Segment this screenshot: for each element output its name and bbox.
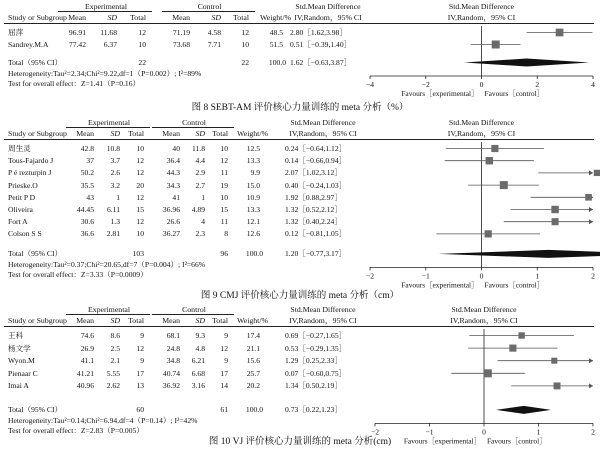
control-sd: 2.7 <box>195 180 205 190</box>
ci-value: 1.92［0.88,2.97］ <box>285 192 342 202</box>
total-weight: 100.0 <box>245 249 263 259</box>
weight-value: 10.9 <box>246 192 260 202</box>
x-tick-label: 2 <box>591 427 595 437</box>
ci-value: 2.07［1.02,3.12］ <box>285 168 342 178</box>
control-total: 10 <box>241 40 249 49</box>
experimental-mean: 36.6 <box>80 229 94 239</box>
control-total: 9 <box>224 356 228 366</box>
total-ci: 0.73［0.22,1.23］ <box>285 405 342 415</box>
control-group-header: Control <box>182 118 206 127</box>
overall-effect-text: Test for overall effect：Z=3.33（P=0.0009） <box>8 270 148 280</box>
experimental-total: 12 <box>136 343 144 353</box>
study-column-header: Study or Subgroup <box>8 13 67 22</box>
experimental-sd: 1.3 <box>110 217 120 227</box>
favours-control-label: Favours［control］ <box>484 89 545 98</box>
control-sd-header: SD <box>195 129 205 138</box>
experimental-total-header: Total <box>128 316 144 325</box>
ci-value: 0.14［−0.66,0.94］ <box>285 156 347 166</box>
study-name: 周生灵 <box>8 144 31 153</box>
total-weight: 100.0 <box>245 405 263 415</box>
weight-value: 15.6 <box>246 356 260 366</box>
smd-header: Std.Mean Difference <box>295 2 361 11</box>
control-mean: 36.27 <box>162 229 180 239</box>
pooled-diamond <box>496 406 551 414</box>
weight-value: 12.6 <box>246 229 260 239</box>
control-sd: 4.8 <box>195 343 205 353</box>
control-total-header: Total <box>233 13 249 22</box>
smd-plot-header: Std.Mean Difference <box>451 305 517 314</box>
study-name: 王科 <box>8 331 24 340</box>
total-control-n: 22 <box>241 58 249 67</box>
study-name: Tous-Fajardo J <box>8 156 54 166</box>
control-total: 11 <box>220 217 228 227</box>
experimental-sd: 2.81 <box>106 229 120 239</box>
smd-plot-header: Std.Mean Difference <box>448 2 515 11</box>
ci-value: 0.24［−0.64,1.12］ <box>285 144 347 153</box>
ci-value: 0.69［−0.27,1.65］ <box>285 331 347 340</box>
weight-value: 15.0 <box>246 180 260 190</box>
weight-header: Weight/% <box>237 316 268 325</box>
control-mean: 36.96 <box>162 205 180 214</box>
ci-value: 0.12［−0.81,1.05］ <box>285 229 347 239</box>
experimental-sd-header: SD <box>110 316 120 325</box>
experimental-total: 9 <box>140 331 144 340</box>
experimental-total: 12 <box>136 192 144 202</box>
experimental-sd: 6.11 <box>106 205 120 214</box>
ci-value: 1.34［0.50,2.19］ <box>285 381 342 391</box>
study-point-estimate <box>551 358 557 364</box>
x-tick-label: −2 <box>370 427 380 437</box>
experimental-sd: 6.37 <box>103 40 117 49</box>
experimental-total: 13 <box>136 381 144 391</box>
ci-arrow <box>589 383 593 388</box>
study-name: Prieske.O <box>8 180 38 190</box>
experimental-mean: 30.6 <box>80 217 94 227</box>
smd-plot-header: Std.Mean Difference <box>448 118 515 127</box>
heterogeneity-text: Heterogeneity:Tau²=2.34;Chi²=9.22,df=1（P=0.002）; I²=89% <box>8 69 202 78</box>
x-tick-label: 0 <box>482 427 486 437</box>
total-label: Total（95% CI） <box>8 405 63 415</box>
control-group-header: Control <box>182 305 206 314</box>
weight-value: 21.1 <box>246 343 260 353</box>
ci-value: 0.40［−0.24,1.03］ <box>285 180 347 190</box>
study-name: 杨文学 <box>8 343 31 353</box>
control-sd: 4.58 <box>207 28 221 37</box>
control-total: 10 <box>220 192 228 202</box>
total-experimental-n: 60 <box>136 405 144 415</box>
weight-value: 13.3 <box>246 156 260 166</box>
total-ci: 1.62［−0.63,3.87］ <box>290 58 352 67</box>
weight-value: 9.9 <box>250 168 260 178</box>
favours-experimental-label: Favours［experimental］ <box>403 436 481 446</box>
method-plot-header: IV,Random，95% CI <box>447 13 516 22</box>
control-sd: 11.8 <box>191 144 205 153</box>
control-total: 11 <box>220 168 228 178</box>
weight-header: Weight/% <box>260 13 291 22</box>
method-header: IV,Random，95% CI <box>289 129 357 138</box>
study-name: 屈萍 <box>8 28 24 37</box>
control-sd: 1 <box>201 192 205 202</box>
experimental-sd: 11.68 <box>100 28 117 37</box>
experimental-total: 10 <box>136 144 144 153</box>
total-experimental-n: 22 <box>138 58 146 67</box>
x-tick-label: −4 <box>365 80 375 89</box>
x-tick-label: 0 <box>479 80 484 89</box>
ci-value: 1.32［0.52,2.12］ <box>285 205 342 214</box>
experimental-total: 12 <box>138 28 146 37</box>
study-point-estimate <box>518 332 524 338</box>
experimental-total: 12 <box>136 168 144 178</box>
control-total-header: Total <box>212 316 228 325</box>
weight-value: 25.7 <box>246 368 260 378</box>
total-label: Total（95% CI） <box>8 58 63 67</box>
experimental-sd: 2.5 <box>110 343 120 353</box>
ci-value: 0.51［−0.39,1.40］ <box>290 40 352 49</box>
experimental-mean: 37 <box>86 156 94 166</box>
experimental-total-header: Total <box>130 13 146 22</box>
experimental-mean: 41.1 <box>80 356 94 366</box>
control-total: 12 <box>220 156 228 166</box>
control-group-header: Control <box>197 2 222 11</box>
study-column-header: Study or Subgroup <box>8 316 67 325</box>
smd-header: Std.Mean Difference <box>290 118 356 127</box>
experimental-mean: 44.45 <box>76 205 94 214</box>
control-total: 10 <box>220 144 228 153</box>
experimental-sd: 2.1 <box>110 356 120 366</box>
control-mean: 34.8 <box>166 356 180 366</box>
favours-control-label: Favours［control］ <box>487 436 547 446</box>
control-sd: 4.89 <box>191 205 205 214</box>
experimental-mean: 74.6 <box>80 331 94 340</box>
control-total: 14 <box>220 381 228 391</box>
control-sd: 6.68 <box>191 368 205 378</box>
study-name: Pienaar C <box>8 368 38 378</box>
x-tick-label: −2 <box>421 80 430 89</box>
control-total: 8 <box>224 229 228 239</box>
x-tick-label: −2 <box>365 271 375 281</box>
overall-effect-text: Test for overall effect：Z=2.83（P=0.005） <box>8 426 144 436</box>
control-mean: 36.4 <box>166 156 180 166</box>
experimental-sd: 3.7 <box>110 156 120 166</box>
favours-experimental-label: Favours［experimental］ <box>401 89 479 98</box>
control-sd-header: SD <box>211 13 221 22</box>
weight-value: 12.1 <box>246 217 260 227</box>
ci-value: 0.07［−0.60,0.75］ <box>285 368 347 378</box>
experimental-mean: 77.42 <box>68 40 86 49</box>
control-mean: 73.68 <box>172 40 190 49</box>
experimental-sd: 3.2 <box>110 180 120 190</box>
experimental-total: 10 <box>136 229 144 239</box>
favours-control-label: Favours［control］ <box>484 280 545 290</box>
control-total: 9 <box>224 331 228 340</box>
weight-value: 48.5 <box>269 28 283 37</box>
method-header: IV,Random，95% CI <box>294 13 362 22</box>
control-sd: 7.71 <box>207 40 221 49</box>
experimental-sd: 1 <box>116 192 120 202</box>
experimental-total: 20 <box>136 180 144 190</box>
control-sd: 9.3 <box>195 331 205 340</box>
experimental-mean: 50.2 <box>80 168 94 178</box>
figure-caption: 图 10 VJ 评价核心力量训练的 meta 分析(cm) <box>208 437 392 447</box>
experimental-sd: 10.8 <box>106 144 120 153</box>
experimental-mean: 26.9 <box>80 343 94 353</box>
control-mean: 40 <box>172 144 180 153</box>
experimental-sd: 2.62 <box>106 381 120 391</box>
experimental-total: 10 <box>138 40 146 49</box>
experimental-mean: 41.21 <box>76 368 94 378</box>
heterogeneity-text: Heterogeneity:Tau²=0.37;Chi²=20.65,df=7（P=0.004）; I²=66% <box>8 260 206 270</box>
x-tick-label: 2 <box>591 271 595 281</box>
control-total: 17 <box>220 368 228 378</box>
control-mean: 68.1 <box>166 331 180 340</box>
weight-value: 13.3 <box>246 205 260 214</box>
ci-value: 1.29［0.25,2.33］ <box>285 356 342 366</box>
control-mean: 40.74 <box>162 368 180 378</box>
control-sd: 2.9 <box>195 168 205 178</box>
x-tick-label: 1 <box>536 427 541 437</box>
study-point-estimate <box>509 345 516 352</box>
overall-effect-text: Test for overall effect：Z=1.41（P=0.16） <box>8 79 141 88</box>
control-total: 12 <box>220 343 228 353</box>
total-experimental-n: 103 <box>132 249 144 259</box>
total-weight: 100.0 <box>268 58 286 67</box>
study-column-header: Study or Subgroup <box>8 129 67 138</box>
experimental-mean: 43 <box>86 192 94 202</box>
experimental-total: 12 <box>136 217 144 227</box>
control-total-header: Total <box>212 129 228 138</box>
x-tick-label: −1 <box>425 427 434 437</box>
study-name: Petit P D <box>8 192 36 202</box>
method-header: IV,Random，95% CI <box>289 316 357 325</box>
control-mean: 24.8 <box>166 343 180 353</box>
x-tick-label: 4 <box>591 80 595 89</box>
experimental-mean: 42.8 <box>80 144 94 153</box>
control-mean: 44.3 <box>166 168 180 178</box>
figure-caption: 图 8 SEBT-AM 评价核心力量训练的 meta 分析（%） <box>191 103 409 113</box>
x-tick-label: 1 <box>535 271 540 281</box>
weight-header: Weight/% <box>237 129 268 138</box>
ci-value: 0.53［−0.29,1.35］ <box>285 343 347 353</box>
experimental-mean: 96.91 <box>68 28 86 37</box>
control-sd: 4.4 <box>195 156 205 166</box>
total-control-n: 96 <box>220 249 228 259</box>
study-name: Sandrey.M.A <box>8 40 49 49</box>
ci-arrow <box>589 358 593 363</box>
control-total: 15 <box>220 205 228 214</box>
x-tick-label: −1 <box>421 271 430 281</box>
weight-value: 20.2 <box>246 381 260 391</box>
experimental-sd: 5.55 <box>106 368 120 378</box>
weight-value: 51.5 <box>269 40 283 49</box>
heterogeneity-text: Heterogeneity:Tau²=0.14;Chi²=6.94,df=4（P=0.14）; I²=42% <box>8 416 198 426</box>
control-sd: 4 <box>201 217 205 227</box>
control-mean: 26.6 <box>166 217 180 227</box>
experimental-group-header: Experimental <box>85 2 127 11</box>
control-mean: 71.19 <box>172 28 190 37</box>
weight-value: 17.4 <box>246 331 260 340</box>
control-total: 19 <box>220 180 228 190</box>
experimental-total: 17 <box>136 368 144 378</box>
experimental-sd: 2.6 <box>110 168 120 178</box>
study-name: Fort A <box>8 217 28 227</box>
experimental-sd-header: SD <box>107 13 117 22</box>
experimental-total: 12 <box>136 156 144 166</box>
experimental-mean-header: Mean <box>76 316 94 325</box>
method-plot-header: IV,Random，95% CI <box>447 129 516 138</box>
control-sd: 3.16 <box>191 381 205 391</box>
experimental-total-header: Total <box>128 129 144 138</box>
experimental-total: 15 <box>136 205 144 214</box>
weight-value: 12.5 <box>246 144 260 153</box>
study-point-estimate <box>484 369 492 377</box>
total-label: Total（95% CI） <box>8 249 63 259</box>
study-name: Colson S S <box>8 229 42 239</box>
control-sd-header: SD <box>195 316 205 325</box>
study-name: P é rezturpin J <box>8 168 52 178</box>
total-control-n: 61 <box>220 405 228 415</box>
study-name: Imai A <box>8 381 29 391</box>
control-mean: 41 <box>172 192 180 202</box>
total-ci: 1.20［−0.77,3.17］ <box>285 249 347 259</box>
experimental-total: 9 <box>140 356 144 366</box>
control-sd: 6.21 <box>191 356 205 366</box>
favours-experimental-label: Favours［experimental］ <box>401 280 479 290</box>
figure-caption: 图 9 CMJ 评价核心力量训练的 meta 分析（cm） <box>200 291 400 301</box>
ci-value: 2.80［1.62,3.98］ <box>290 28 347 37</box>
experimental-mean: 40.96 <box>76 381 94 391</box>
experimental-mean: 35.5 <box>80 180 94 190</box>
experimental-group-header: Experimental <box>88 118 130 127</box>
ci-value: 1.32［0.40,2.24］ <box>285 217 342 227</box>
study-name: Wyon.M <box>8 356 35 366</box>
control-mean-header: Mean <box>162 316 180 325</box>
method-plot-header: IV,Random，95% CI <box>450 316 518 325</box>
smd-header: Std.Mean Difference <box>290 305 356 314</box>
control-mean: 34.3 <box>166 180 180 190</box>
experimental-sd: 8.6 <box>110 331 120 340</box>
study-point-estimate <box>554 382 561 389</box>
experimental-group-header: Experimental <box>88 305 130 314</box>
control-mean-header: Mean <box>162 129 180 138</box>
control-mean-header: Mean <box>172 13 190 22</box>
control-total: 12 <box>241 28 249 37</box>
x-tick-label: 2 <box>535 80 540 89</box>
study-name: Oliveira <box>8 205 33 214</box>
control-mean: 36.92 <box>162 381 180 391</box>
experimental-sd-header: SD <box>110 129 120 138</box>
experimental-mean-header: Mean <box>76 129 94 138</box>
control-sd: 2.3 <box>195 229 205 239</box>
experimental-mean-header: Mean <box>68 13 86 22</box>
x-tick-label: 0 <box>479 271 484 281</box>
